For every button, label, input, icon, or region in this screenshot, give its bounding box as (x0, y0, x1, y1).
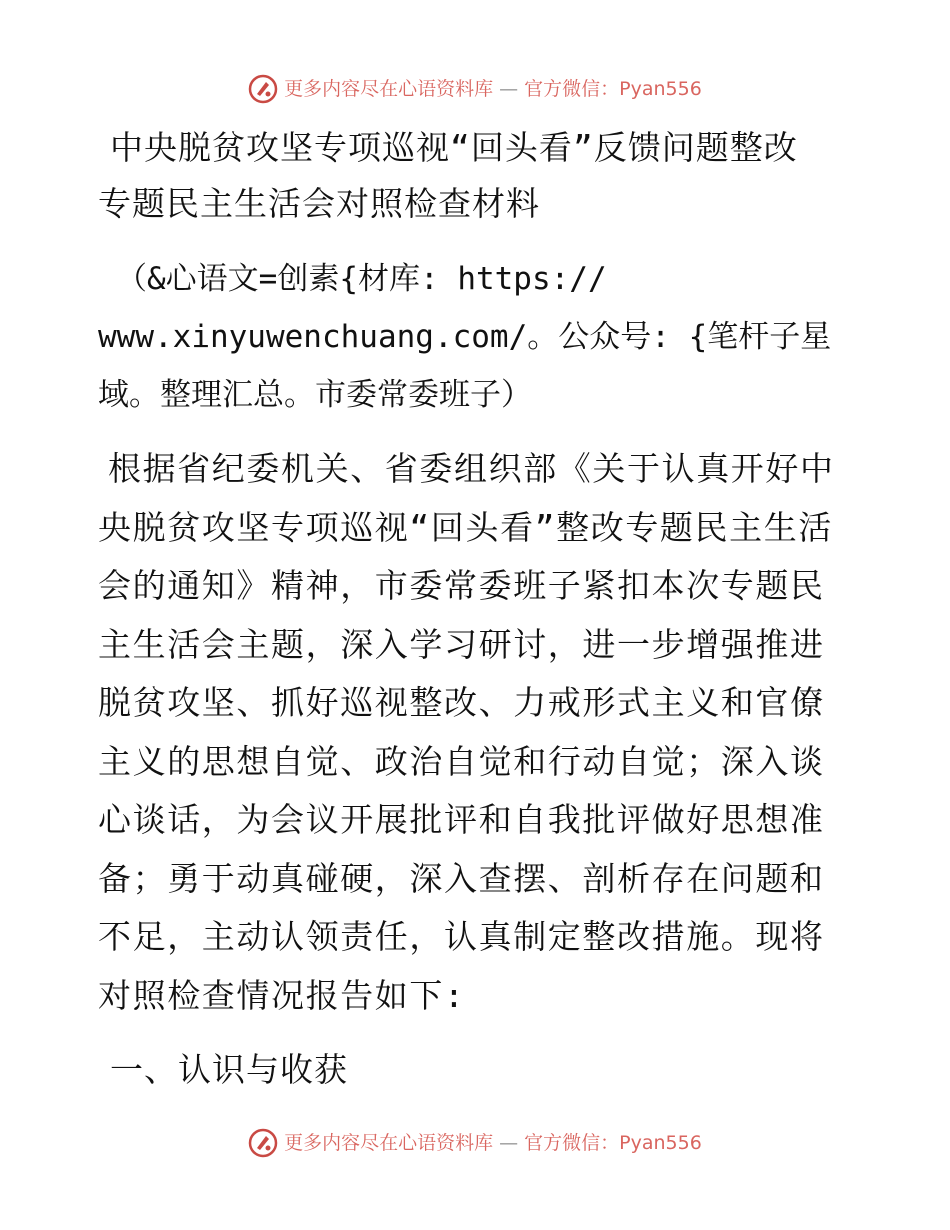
brand-logo-icon (248, 1128, 278, 1158)
header-watermark-banner (0, 74, 950, 104)
banner-separator: — (499, 1132, 519, 1154)
banner-wechat: 官方微信：Pyan556 (524, 1132, 702, 1154)
source-note-line-1: （&心语文=创素{材库: https:// (116, 261, 607, 297)
banner-wechat: 官方微信：Pyan556 (524, 78, 702, 100)
brand-logo-icon (248, 74, 278, 104)
title-line-2: 专题民主生活会对照检查材料 (98, 184, 540, 223)
document-title (98, 120, 858, 232)
banner-text: 更多内容尽在心语资料库 (284, 1132, 494, 1154)
document-body (98, 120, 858, 1099)
banner-separator: — (499, 78, 519, 100)
source-note-line-2: www.xinyuwenchuang.com/。公众号: {笔杆子星 (98, 319, 832, 355)
section-heading: 一、认识与收获 (110, 1050, 348, 1089)
intro-paragraph: 根据省纪委机关、省委组织部《关于认真开好中央脱贫攻坚专项巡视“回头看”整改专题民主生活会的通知》精神，市委常委班子紧扣本次专题民主生活会主题，深入学习研讨，进一步增强推进脱贫攻坚、抓好巡视整改、力戒形式主义和官僚主义的思想自觉、政治自觉和行动自觉；深入谈心谈话，为会议开展批评和自我批评做好思想准备；勇于动真碰硬，深入查摆、剖析存在问题和不足，主动认领责任，认真制定整改措施。现将对照检查情况报告如下: (98, 449, 835, 1015)
source-note-line-3: 域。整理汇总。市委常委班子） (98, 377, 532, 413)
banner-text: 更多内容尽在心语资料库 (284, 78, 494, 100)
title-line-1: 中央脱贫攻坚专项巡视“回头看”反馈问题整改 (110, 128, 798, 167)
footer-watermark-banner (0, 1128, 950, 1158)
source-note (98, 250, 858, 424)
